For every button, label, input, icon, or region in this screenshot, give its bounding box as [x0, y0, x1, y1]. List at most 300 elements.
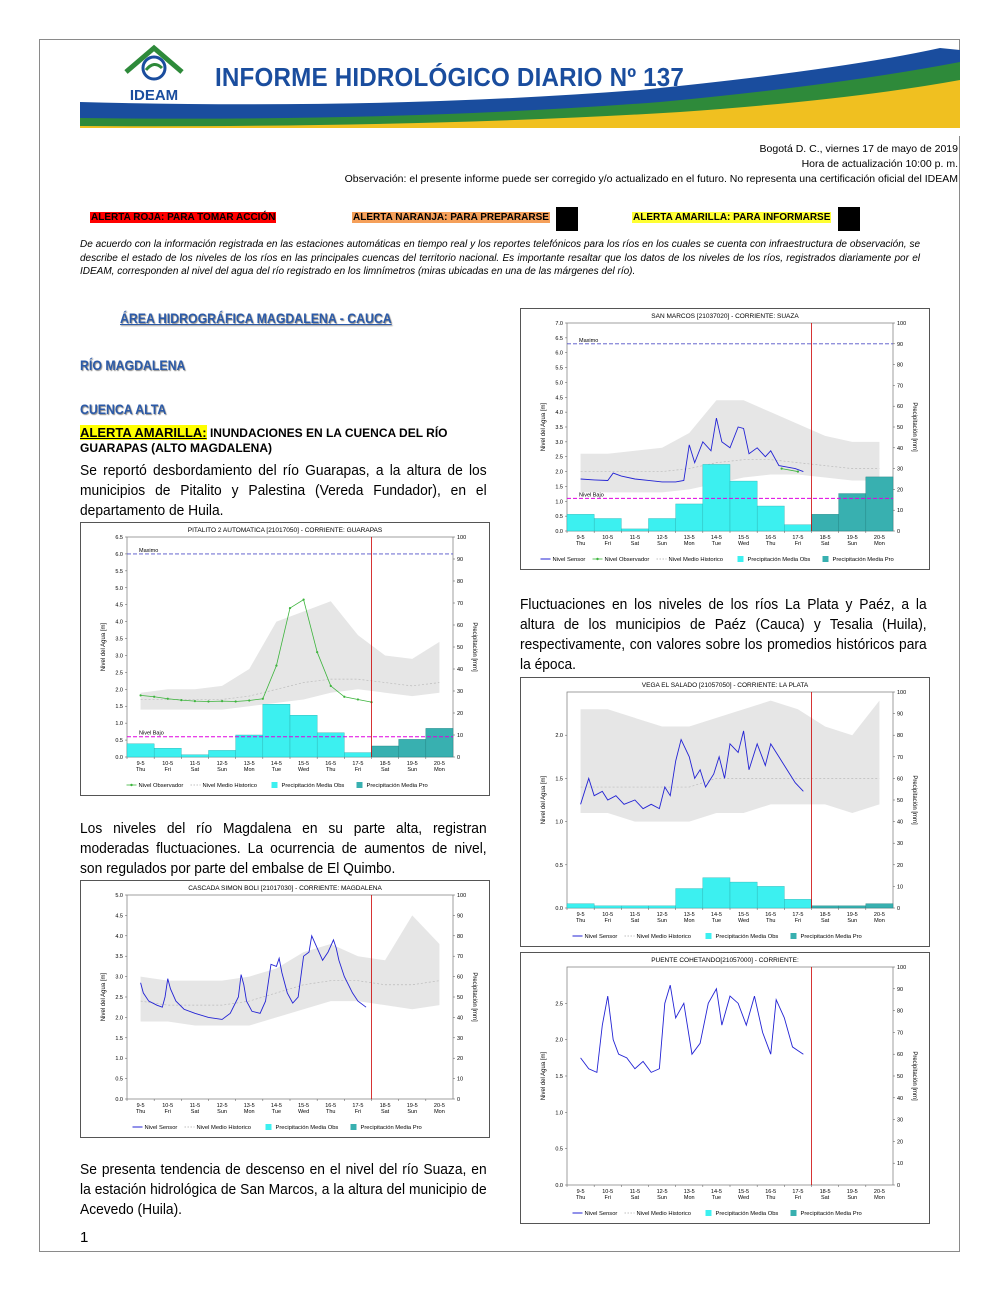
- x-tick-label: 18-5: [819, 912, 831, 918]
- x-weekday-label: Wed: [737, 541, 750, 547]
- y2-tick-label: 40: [457, 1015, 464, 1022]
- y2-tick-label: 30: [897, 466, 904, 473]
- x-weekday-label: Sun: [847, 541, 858, 547]
- legend-label: Precipitación Media Pro: [800, 934, 862, 940]
- alert-yellow-label: ALERTA AMARILLA: PARA INFORMARSE: [633, 212, 831, 223]
- legend-label: Precipitación Media Obs: [715, 934, 779, 940]
- y-tick-label: 3.0: [115, 653, 123, 660]
- x-tick-label: 16-5: [765, 535, 777, 541]
- precip-pro-bar: [426, 728, 453, 757]
- observer-point: [302, 599, 304, 601]
- legend-swatch: [266, 1124, 272, 1130]
- y2-tick-label: 50: [457, 645, 464, 651]
- y2-tick-label: 100: [897, 965, 907, 971]
- y2-tick-label: 70: [457, 954, 464, 961]
- chart-title: PUENTE COHETANDO[21057000] - CORRIENTE:: [651, 957, 799, 964]
- paragraph-magdalena: Los niveles del río Magdalena en su parte alta, registran moderadas fluctuaciones. La ocurrencia de aumentos de nivel, son regulados por parte del embalse de El Quimbo.: [80, 820, 487, 877]
- y2-tick-label: 10: [897, 884, 904, 891]
- y-tick-label: 2.0: [555, 469, 563, 476]
- y-tick-label: 6.0: [555, 350, 563, 357]
- x-weekday-label: Tue: [271, 767, 282, 773]
- x-tick-label: 16-5: [765, 1189, 777, 1195]
- x-tick-label: 16-5: [765, 912, 777, 918]
- y2-tick-label: 20: [457, 1056, 464, 1063]
- x-weekday-label: Thu: [326, 1109, 336, 1115]
- y2-tick-label: 30: [457, 689, 464, 695]
- x-tick-label: 18-5: [819, 1189, 831, 1195]
- redaction-block: [838, 207, 860, 231]
- x-tick-label: 17-5: [792, 535, 804, 541]
- precip-pro-bar: [866, 477, 893, 531]
- legend-swatch: [823, 556, 829, 562]
- x-weekday-label: Thu: [575, 1195, 586, 1201]
- y2-tick-label: 0: [897, 1183, 901, 1189]
- x-weekday-label: Mon: [683, 1195, 695, 1201]
- y-tick-label: 1.5: [115, 704, 123, 711]
- x-tick-label: 15-5: [298, 761, 310, 767]
- x-tick-label: 13-5: [683, 912, 695, 918]
- precip-obs-bar: [209, 750, 236, 757]
- x-weekday-label: Sun: [657, 541, 667, 547]
- y-tick-label: 1.5: [555, 776, 563, 783]
- y-tick-label: 0.5: [555, 1146, 563, 1153]
- x-weekday-label: Thu: [135, 767, 146, 773]
- x-weekday-label: Mon: [874, 541, 885, 547]
- y-tick-label: 6.5: [555, 335, 563, 342]
- x-tick-label: 20-5: [873, 535, 885, 541]
- precip-obs-bar: [290, 715, 317, 757]
- y-tick-label: 5.5: [115, 568, 123, 575]
- y-tick-label: 1.0: [555, 499, 563, 506]
- y2-tick-label: 50: [897, 425, 904, 431]
- y2-axis-label: Precipitación [mm]: [911, 402, 917, 452]
- observer-point: [207, 700, 209, 702]
- y-tick-label: 5.0: [555, 380, 563, 387]
- y-tick-label: 6.5: [115, 535, 123, 541]
- x-tick-label: 14-5: [270, 1103, 282, 1109]
- x-tick-label: 17-5: [792, 1189, 804, 1195]
- x-tick-label: 15-5: [738, 1189, 750, 1195]
- x-tick-label: 19-5: [846, 912, 858, 918]
- x-weekday-label: Fri: [164, 767, 171, 773]
- river-heading: RÍO MAGDALENA: [80, 357, 186, 373]
- y-axis-label: Nivel del Agua [m]: [541, 402, 547, 452]
- legend-label: Nivel Sensor: [584, 934, 618, 940]
- precip-obs-bar: [344, 753, 371, 757]
- observer-point: [235, 700, 237, 702]
- precip-obs-bar: [594, 906, 621, 908]
- legend-label: Precipitación Media Pro: [360, 1125, 422, 1131]
- observer-point: [275, 665, 277, 667]
- y-tick-label: 3.5: [555, 425, 563, 431]
- precip-obs-bar: [621, 529, 648, 531]
- legend-label: Nivel Observador: [604, 557, 650, 563]
- maximo-label: Maximo: [139, 547, 159, 554]
- observer-point: [139, 694, 141, 696]
- x-weekday-label: Mon: [683, 918, 695, 924]
- y2-tick-label: 60: [457, 623, 464, 629]
- y-tick-label: 5.5: [555, 365, 563, 372]
- y2-tick-label: 40: [457, 667, 464, 673]
- ideam-logo: [118, 42, 190, 106]
- precip-obs-bar: [567, 904, 594, 908]
- y-tick-label: 1.5: [115, 1035, 123, 1042]
- y2-tick-label: 90: [897, 711, 904, 718]
- x-weekday-label: Sat: [190, 767, 200, 773]
- x-weekday-label: Sat: [630, 541, 640, 547]
- chart-title: CASCADA SIMON BOLI [21017030] - CORRIENTE: MAGDALENA: [188, 885, 382, 892]
- legend-label: Precipitación Media Pro: [366, 783, 428, 789]
- report-title: INFORME HIDROLÓGICO DIARIO Nº 137: [215, 62, 685, 92]
- legend-label: Precipitación Media Obs: [747, 557, 811, 563]
- chart-svg: [81, 523, 489, 795]
- legend-swatch: [272, 782, 278, 788]
- y-tick-label: 1.0: [115, 721, 123, 728]
- y2-tick-label: 70: [457, 601, 464, 607]
- x-weekday-label: Sat: [820, 541, 830, 547]
- chart-title: PITALITO 2 AUTOMATICA [21017050] - CORRIENTE: GUARAPAS: [187, 527, 383, 534]
- x-tick-label: 15-5: [738, 535, 750, 541]
- y2-tick-label: 40: [897, 1095, 904, 1102]
- y2-tick-label: 10: [457, 1076, 464, 1083]
- legend-label: Nivel Sensor: [552, 557, 586, 563]
- observer-point: [262, 698, 264, 700]
- chart-vega: [520, 677, 930, 947]
- nivel-bajo-label: Nivel Bajo: [139, 730, 164, 737]
- x-tick-label: 9-5: [576, 912, 585, 918]
- precip-obs-bar: [784, 899, 811, 908]
- y2-tick-label: 0: [897, 529, 901, 535]
- x-tick-label: 14-5: [710, 1189, 722, 1195]
- precip-pro-bar: [399, 739, 426, 757]
- observer-point: [316, 651, 318, 653]
- x-weekday-label: Mon: [434, 1109, 445, 1115]
- intro-paragraph: De acuerdo con la información registrada en las estaciones automáticas en tiempo real y los reportes telefónicos para los ríos en los cuales se cuenta con infraestructura de observación, se describe el estado de los niveles de los ríos en las principales cuencas del territorio nacional. Es importante resaltar que los datos de los niveles de los ríos, registrados diariamente por el IDEAM, corresponden al nivel del agua del río registrado en los limnímetros (miras ubicadas en una de las márgenes del río).: [80, 239, 920, 277]
- y2-tick-label: 70: [897, 754, 904, 761]
- y2-tick-label: 50: [897, 798, 904, 804]
- chart-svg: [81, 881, 489, 1137]
- basin-heading: CUENCA ALTA: [80, 401, 167, 417]
- observer-point: [781, 468, 783, 470]
- x-weekday-label: Fri: [794, 1195, 802, 1201]
- alert-notice-label: ALERTA AMARILLA:: [80, 425, 207, 440]
- observer-point: [221, 700, 223, 702]
- chart-sanmarcos: [520, 308, 930, 570]
- x-weekday-label: Fri: [604, 918, 611, 924]
- chart-svg: [521, 309, 929, 569]
- y2-tick-label: 60: [897, 1052, 904, 1059]
- precip-pro-bar: [372, 746, 399, 757]
- precip-obs-bar: [181, 755, 208, 757]
- x-tick-label: 19-5: [406, 1103, 418, 1109]
- x-tick-label: 13-5: [683, 535, 695, 541]
- legend-swatch: [791, 1210, 797, 1216]
- x-weekday-label: Wed: [737, 918, 750, 924]
- x-weekday-label: Thu: [766, 1195, 776, 1201]
- y2-tick-label: 80: [457, 579, 464, 585]
- x-weekday-label: Sat: [380, 767, 390, 773]
- precip-obs-bar: [730, 481, 757, 531]
- date-line: Bogotá D. C., viernes 17 de mayo de 2019: [759, 143, 958, 155]
- y-tick-label: 1.5: [555, 484, 563, 491]
- x-tick-label: 20-5: [433, 761, 445, 767]
- x-tick-label: 9-5: [136, 761, 145, 767]
- x-tick-label: 16-5: [325, 761, 337, 767]
- y-tick-label: 3.5: [115, 636, 123, 643]
- x-weekday-label: Mon: [243, 1109, 255, 1115]
- y2-tick-label: 40: [897, 819, 904, 826]
- legend-swatch: [351, 1124, 357, 1130]
- legend-label: Nivel Sensor: [144, 1125, 178, 1131]
- legend-label: Precipitación Media Obs: [715, 1211, 779, 1217]
- y-tick-label: 5.0: [115, 893, 123, 899]
- alert-orange-label: ALERTA NARANJA: PARA PREPARARSE: [353, 212, 549, 223]
- y-tick-label: 4.5: [555, 395, 563, 402]
- alert-notice: [80, 425, 500, 456]
- y-tick-label: 1.0: [555, 1110, 563, 1117]
- y-tick-label: 0.5: [555, 514, 563, 521]
- x-weekday-label: Thu: [766, 541, 776, 547]
- x-tick-label: 17-5: [352, 1103, 364, 1109]
- y-axis-label: Nivel del Agua [m]: [541, 1051, 547, 1101]
- x-weekday-label: Sun: [847, 918, 858, 924]
- x-tick-label: 17-5: [792, 912, 804, 918]
- y-tick-label: 4.0: [115, 619, 123, 626]
- legend-label: Precipitación Media Obs: [275, 1125, 339, 1131]
- y2-tick-label: 40: [897, 445, 904, 452]
- y-tick-label: 2.0: [555, 733, 563, 740]
- x-tick-label: 11-5: [189, 1103, 201, 1109]
- x-weekday-label: Tue: [271, 1109, 282, 1115]
- observer-point: [289, 607, 291, 609]
- y2-tick-label: 20: [897, 862, 904, 869]
- x-tick-label: 15-5: [738, 912, 750, 918]
- x-weekday-label: Sat: [630, 1195, 640, 1201]
- y-tick-label: 4.5: [115, 913, 123, 920]
- area-heading: ÁREA HIDROGRÁFICA MAGDALENA - CAUCA: [120, 310, 392, 326]
- x-tick-label: 19-5: [846, 1189, 858, 1195]
- y2-axis-label: Precipitación [mm]: [471, 622, 477, 672]
- plot-area: [567, 967, 893, 1185]
- precip-pro-bar: [812, 906, 839, 908]
- nivel-bajo-label: Nivel Bajo: [579, 492, 604, 499]
- chart-title: SAN MARCOS [21037020] - CORRIENTE: SUAZA: [651, 313, 799, 320]
- x-tick-label: 12-5: [216, 1103, 228, 1109]
- y-tick-label: 4.5: [115, 602, 123, 609]
- y2-tick-label: 0: [457, 755, 461, 761]
- y2-tick-label: 20: [457, 711, 464, 717]
- precip-obs-bar: [649, 519, 676, 531]
- y2-tick-label: 100: [897, 321, 907, 327]
- x-weekday-label: Fri: [164, 1109, 171, 1115]
- redaction-block: [556, 207, 578, 231]
- y-tick-label: 0.0: [115, 755, 123, 761]
- precip-pro-bar: [866, 904, 893, 908]
- precip-obs-bar: [730, 882, 757, 908]
- x-weekday-label: Thu: [326, 767, 336, 773]
- x-tick-label: 9-5: [136, 1103, 145, 1109]
- observer-point: [194, 700, 196, 702]
- y2-tick-label: 50: [457, 995, 464, 1001]
- logo-text: IDEAM: [129, 87, 179, 104]
- chart-pitalito: [80, 522, 490, 796]
- x-weekday-label: Sun: [657, 918, 667, 924]
- x-tick-label: 13-5: [243, 761, 255, 767]
- legend-swatch: [130, 784, 132, 786]
- observer-point: [167, 698, 169, 700]
- y2-tick-label: 80: [897, 362, 904, 369]
- y2-tick-label: 80: [897, 1008, 904, 1015]
- x-tick-label: 10-5: [162, 1103, 174, 1109]
- x-tick-label: 17-5: [352, 761, 364, 767]
- x-weekday-label: Mon: [683, 541, 695, 547]
- legend-swatch: [791, 933, 797, 939]
- x-weekday-label: Mon: [434, 767, 445, 773]
- x-weekday-label: Sun: [657, 1195, 667, 1201]
- legend-swatch: [706, 1210, 712, 1216]
- observer-point: [797, 470, 799, 472]
- y-tick-label: 0.0: [555, 906, 563, 912]
- precip-obs-bar: [127, 744, 154, 757]
- x-tick-label: 12-5: [656, 912, 668, 918]
- chart-svg: [521, 953, 929, 1223]
- y2-tick-label: 10: [457, 733, 464, 739]
- page-number: 1: [80, 1229, 89, 1246]
- y-tick-label: 3.0: [115, 974, 123, 981]
- observation-note: Observación: el presente informe puede ser corregido y/o actualizado en el futuro. No representa una certificación oficial del IDEAM: [344, 173, 958, 185]
- legend-swatch: [357, 782, 363, 788]
- x-weekday-label: Sun: [217, 767, 227, 773]
- observer-point: [248, 699, 250, 701]
- x-weekday-label: Fri: [794, 918, 802, 924]
- update-line: Hora de actualización 10:00 p. m.: [801, 158, 958, 170]
- observer-point: [343, 696, 345, 698]
- y2-tick-label: 100: [897, 690, 907, 696]
- legend-swatch: [596, 558, 598, 560]
- y-axis-label: Nivel del Agua [m]: [541, 775, 547, 825]
- y-tick-label: 5.0: [115, 585, 123, 592]
- x-tick-label: 12-5: [216, 761, 228, 767]
- y2-tick-label: 30: [457, 1035, 464, 1042]
- y-tick-label: 4.0: [555, 410, 563, 417]
- y2-tick-label: 0: [457, 1097, 461, 1103]
- x-weekday-label: Wed: [297, 767, 310, 773]
- precip-obs-bar: [676, 889, 703, 908]
- y-tick-label: 2.5: [555, 454, 563, 461]
- y2-tick-label: 100: [457, 893, 467, 899]
- x-tick-label: 10-5: [162, 761, 174, 767]
- y2-tick-label: 30: [897, 1117, 904, 1124]
- y2-tick-label: 60: [897, 404, 904, 411]
- precip-obs-bar: [594, 519, 621, 531]
- y-tick-label: 2.5: [555, 1001, 563, 1008]
- precip-obs-bar: [703, 464, 730, 531]
- legend-label: Nivel Medio Historico: [196, 1125, 251, 1131]
- legend-label: Precipitación Media Pro: [832, 557, 894, 563]
- precip-obs-bar: [154, 748, 181, 757]
- y2-tick-label: 20: [897, 487, 904, 494]
- chart-title: VEGA EL SALADO [21057050] - CORRIENTE: LA PLATA: [641, 682, 809, 689]
- y-tick-label: 1.0: [555, 819, 563, 826]
- x-tick-label: 11-5: [189, 761, 201, 767]
- x-tick-label: 11-5: [629, 535, 641, 541]
- x-weekday-label: Sun: [407, 767, 418, 773]
- x-tick-label: 10-5: [602, 1189, 614, 1195]
- x-weekday-label: Mon: [243, 767, 255, 773]
- paragraph-suaza: Se presenta tendencia de descenso en el nivel del río Suaza, en la estación hidrológica de San Marcos, a la altura del municipio de Acevedo (Huila).: [80, 1161, 487, 1218]
- legend-label: Precipitación Media Obs: [281, 783, 345, 789]
- alert-notice-text: INUNDACIONES EN LA CUENCA DEL RÍO GUARAPAS (ALTO MAGDALENA): [80, 426, 448, 455]
- x-tick-label: 14-5: [710, 535, 722, 541]
- y2-tick-label: 10: [897, 1161, 904, 1168]
- y-tick-label: 3.5: [115, 954, 123, 961]
- x-tick-label: 20-5: [873, 1189, 885, 1195]
- observer-point: [357, 698, 359, 700]
- x-tick-label: 13-5: [243, 1103, 255, 1109]
- y-tick-label: 0.0: [555, 529, 563, 535]
- x-weekday-label: Sat: [630, 918, 640, 924]
- y-tick-label: 1.0: [115, 1056, 123, 1063]
- y-axis-label: Nivel del Agua [m]: [101, 622, 107, 672]
- legend-label: Nivel Medio Historico: [636, 934, 691, 940]
- x-weekday-label: Sun: [847, 1195, 858, 1201]
- y2-tick-label: 90: [897, 341, 904, 348]
- x-weekday-label: Wed: [297, 1109, 310, 1115]
- x-tick-label: 13-5: [683, 1189, 695, 1195]
- precip-pro-bar: [812, 514, 839, 531]
- x-tick-label: 9-5: [576, 1189, 585, 1195]
- x-weekday-label: Tue: [711, 918, 722, 924]
- legend-swatch: [706, 933, 712, 939]
- y2-tick-label: 60: [457, 974, 464, 981]
- x-tick-label: 11-5: [629, 1189, 641, 1195]
- precip-obs-bar: [263, 704, 290, 757]
- y-tick-label: 0.5: [555, 862, 563, 869]
- x-tick-label: 18-5: [819, 535, 831, 541]
- legend-label: Nivel Observador: [138, 783, 184, 789]
- maximo-label: Maximo: [579, 337, 599, 344]
- x-weekday-label: Fri: [354, 767, 362, 773]
- x-tick-label: 18-5: [379, 761, 391, 767]
- y2-tick-label: 20: [897, 1139, 904, 1146]
- observer-point: [153, 696, 155, 698]
- y2-tick-label: 90: [457, 913, 464, 920]
- y-tick-label: 4.0: [115, 933, 123, 940]
- x-tick-label: 12-5: [656, 1189, 668, 1195]
- chart-svg: [521, 678, 929, 946]
- y2-axis-label: Precipitación [mm]: [911, 1051, 917, 1101]
- x-tick-label: 18-5: [379, 1103, 391, 1109]
- precip-obs-bar: [567, 514, 594, 531]
- x-weekday-label: Thu: [766, 918, 776, 924]
- x-tick-label: 16-5: [325, 1103, 337, 1109]
- y-tick-label: 1.5: [555, 1074, 563, 1080]
- precip-obs-bar: [784, 525, 811, 531]
- x-tick-label: 15-5: [298, 1103, 310, 1109]
- alert-red-label: ALERTA ROJA: PARA TOMAR ACCIÓN: [91, 212, 276, 223]
- y2-tick-label: 90: [457, 557, 464, 563]
- legend-label: Nivel Sensor: [584, 1211, 618, 1217]
- y-tick-label: 2.0: [555, 1037, 563, 1044]
- y2-tick-label: 0: [897, 906, 901, 912]
- x-tick-label: 19-5: [406, 761, 418, 767]
- y2-tick-label: 90: [897, 986, 904, 993]
- x-weekday-label: Sun: [407, 1109, 418, 1115]
- observer-point: [180, 699, 182, 701]
- chart-cascada: [80, 880, 490, 1138]
- y2-tick-label: 100: [457, 535, 467, 541]
- y2-tick-label: 30: [897, 841, 904, 848]
